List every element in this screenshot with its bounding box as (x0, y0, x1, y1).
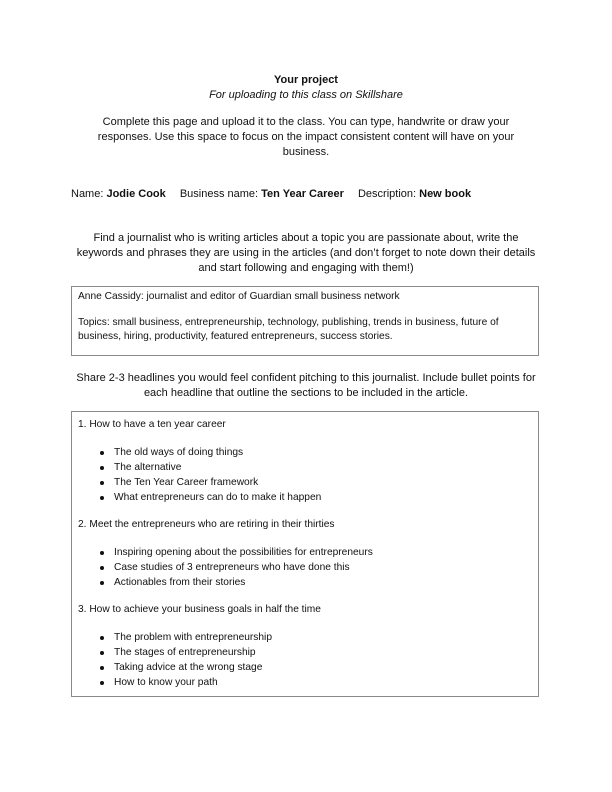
bullet-item: The Ten Year Career framework (78, 475, 532, 490)
journalist-name-line: Anne Cassidy: journalist and editor of Guardian small business network (78, 291, 400, 302)
intro-text: Complete this page and upload it to the class. You can type, handwrite or draw your responses. Use this space to focus on the impact consistent content will have on your business. (97, 116, 515, 158)
journalist-response-box (71, 286, 539, 356)
description-value: New book (419, 188, 472, 200)
bullet-item: The stages of entrepreneurship (78, 645, 532, 660)
headline-bullets (78, 545, 532, 590)
journalist-prompt: Find a journalist who is writing articles about a topic you are passionate about, write the keywords and phrases they are using in the articles (and don’t forget to note down their details and start following and engaging with them!) (76, 232, 536, 274)
bullet-item: The problem with entrepreneurship (78, 630, 532, 645)
bullet-item: The old ways of doing things (78, 445, 532, 460)
bullet-item: Taking advice at the wrong stage (78, 660, 532, 675)
business-name-value: Ten Year Career (261, 188, 344, 200)
headlines-response-box (71, 411, 539, 697)
bullet-item: Actionables from their stories (78, 575, 532, 590)
journalist-topics-line: Topics: small business, entrepreneurship, technology, publishing, trends in business, future of business, hiring, productivity, featured entrepreneurs, success stories. (78, 316, 499, 342)
bullet-item: What entrepreneurs can do to make it happen (78, 490, 532, 505)
bullet-item: Inspiring opening about the possibilities for entrepreneurs (78, 545, 532, 560)
name-label: Name: (71, 188, 104, 200)
description-label: Description: (357, 188, 417, 200)
headline-bullets (78, 445, 532, 505)
page-subtitle: For uploading to this class on Skillshare (209, 89, 403, 101)
page-title: Your project (274, 74, 338, 86)
bullet-item: Case studies of 3 entrepreneurs who have done this (78, 560, 532, 575)
headlines-prompt: Share 2-3 headlines you would feel confident pitching to this journalist. Include bullet points for each headline that outline the sections to be included in the article. (76, 372, 536, 399)
business-name-label: Business name: (179, 188, 259, 200)
name-value: Jodie Cook (106, 188, 166, 200)
headline-title: 3. How to achieve your business goals in half the time (78, 604, 321, 615)
project-meta (71, 188, 551, 200)
bullet-item: How to know your path (78, 675, 532, 690)
headline-title: 2. Meet the entrepreneurs who are retiring in their thirties (78, 519, 335, 530)
headline-title: 1. How to have a ten year career (78, 419, 226, 430)
headline-bullets (78, 630, 532, 690)
bullet-item: The alternative (78, 460, 532, 475)
